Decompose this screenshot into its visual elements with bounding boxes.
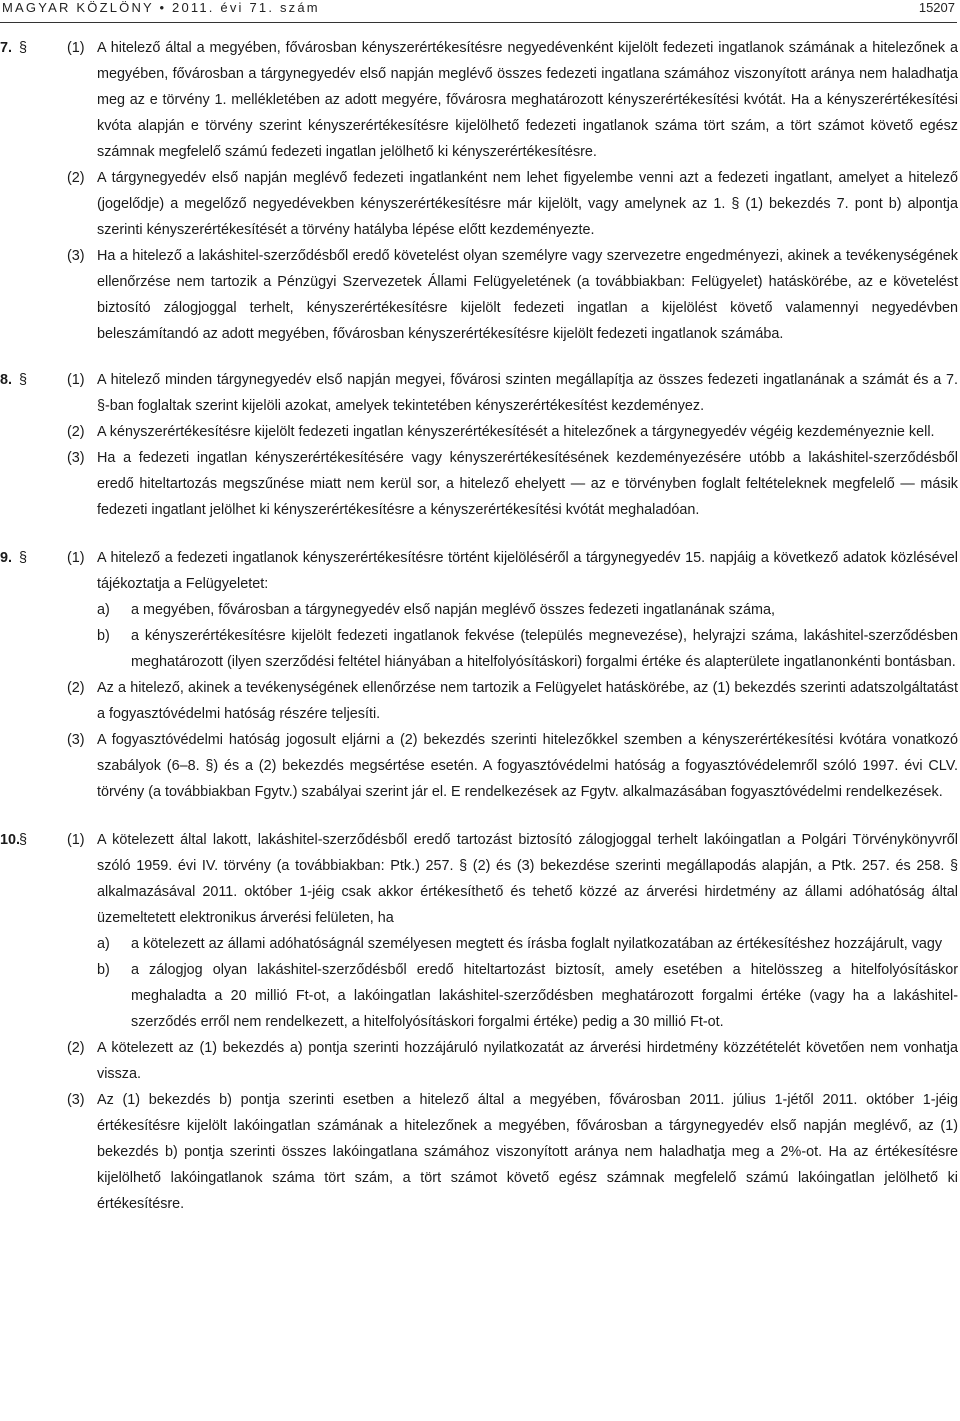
paragraph-number: (1)	[67, 372, 85, 388]
paragraph-text: A fogyasztóvédelmi hatóság jogosult eljárni a (2) bekezdés szerinti hitelezőkkel szemben a kényszerértékesítési kvótára vonatkozó szabályok (6–8. §) és a (2) bekezdés megsértése esetén. A fogyasztóvédelmi hatóság a fogyasztóvédelemről szóló 1997. évi CLV. törvény (a továbbiakban Fgytv.) szabályai szerint jár el. E rendelkezések az Fgytv. alkalmazásában fogyasztóvédelmi rendelkezések.	[97, 732, 958, 800]
paragraph-number: (2)	[67, 680, 85, 696]
paragraph-number: (2)	[67, 424, 85, 440]
section-s7	[0, 35, 958, 347]
paragraph-text: A hitelező a fedezeti ingatlanok kényszerértékesítésre történt kijelöléséről a tárgynegyedév 15. napjáig a következő adatok közlésével tájékoztatja a Felügyeletet:	[97, 550, 958, 592]
section-symbol: §	[19, 372, 28, 388]
paragraph-text: Ha a hitelező a lakáshitel-szerződésből eredő követelést olyan személyre vagy szervezetre engedményezi, akinek a tevékenységének ellenőrzése nem tartozik a Pénzügyi Szervezetek Állami Felügyeletének (a továbbiakban: Felügyelet) hatáskörébe, az e követelést biztosító zálogjoggal terhelt, kényszerértékesítésre kijelölt fedezeti ingatlan a kijelölést követő valamennyi negyedévben beleszámítandó az adott megyében, fővárosban kényszerértékesítésre kijelölt fedezeti ingatlanok számába.	[97, 248, 958, 342]
section-symbol: §	[19, 40, 28, 56]
paragraph-text: A hitelező minden tárgynegyedév első napján megyei, fővárosi szinten megállapítja az összes fedezeti ingatlanának a számát és a 7. §-ban foglaltak szerint kijelöli azokat, amelyek tekintetében kényszerértékesítést kezdeményez.	[97, 372, 958, 414]
list-item	[97, 957, 958, 1035]
paragraph-text: A kötelezett az (1) bekezdés a) pontja szerinti hozzájáruló nyilatkozatát az árverési hirdetmény közzétételét követően nem vonhatja vissza.	[97, 1040, 958, 1082]
paragraph-number: (2)	[67, 170, 85, 186]
section-s10	[0, 827, 958, 1217]
paragraph-number: (1)	[67, 550, 85, 566]
section-s9	[0, 545, 958, 805]
section-symbol: §	[19, 832, 28, 848]
paragraph-number: (3)	[67, 732, 85, 748]
paragraph	[0, 367, 958, 419]
paragraph	[0, 675, 958, 727]
paragraph-number: (1)	[67, 832, 85, 848]
paragraph-text: Az (1) bekezdés b) pontja szerinti esetben a hitelező által a megyében, fővárosban 2011. július 1-jétől 2011. október 1-jéig értékesítésre kijelölt lakóingatlan számának a hitelezőnek a megyében, fővárosban a tárgynegyedév első napján meglévő, az (1) bekezdés b) pontja szerinti összes lakóingatlana számához viszonyított aránya nem haladhatja meg a 2%-ot. Ha az értékesítésre kijelölhető lakóingatlanok száma tört szám, a tört számot követő egész számnak megfelelő számú lakóingatlan jelölhető ki értékesítésre.	[97, 1092, 958, 1212]
paragraph	[0, 243, 958, 347]
section-symbol: §	[19, 550, 28, 566]
document-body	[0, 35, 958, 1217]
section-number: 7.	[0, 40, 13, 56]
paragraph	[0, 1087, 958, 1217]
paragraph	[0, 1035, 958, 1087]
paragraph-number: (1)	[67, 40, 85, 56]
section-number: 8.	[0, 372, 13, 388]
paragraph	[0, 545, 958, 675]
paragraph	[0, 419, 958, 445]
page-number: 15207	[918, 0, 955, 15]
list-item	[97, 597, 958, 623]
section-number: 9.	[0, 550, 13, 566]
paragraph	[0, 827, 958, 1035]
paragraph-text: A kötelezett által lakott, lakáshitel-szerződésből eredő tartozást biztosító zálogjoggal terhelt lakóingatlan a Polgári Törvénykönyvről szóló 1959. évi IV. törvény (a továbbiakban: Ptk.) 257. § (2) és (3) bekezdése szerinti megállapodás alapján, a Ptk. 257. és 258. § alkalmazásával 2011. október 1-jéig csak akkor értékesíthető és tehető közzé az árverési hirdetmény az állami adóhatóság által üzemeltetett elektronikus árverési felületen, ha	[97, 832, 958, 926]
list-item	[97, 931, 958, 957]
list-item-label: a)	[97, 602, 110, 618]
paragraph-number: (3)	[67, 248, 85, 264]
publication-title: MAGYAR KÖZLÖNY • 2011. évi 71. szám	[2, 0, 320, 15]
list-item	[97, 623, 958, 675]
list-item-text: a kényszerértékesítésre kijelölt fedezeti ingatlanok fekvése (település megnevezése), helyrajzi száma, lakáshitel-szerződésben meghatározott (ilyen szerződési feltétel hiányában a hitelfolyósításkori) forgalmi értéke és alapterülete ingatlanonkénti bontásban.	[131, 628, 958, 670]
paragraph-text: Az a hitelező, akinek a tevékenységének ellenőrzése nem tartozik a Felügyelet hatáskörébe, az (1) bekezdés szerinti adatszolgáltatást a fogyasztóvédelmi hatóság részére teljesíti.	[97, 680, 958, 722]
list-item-text: a megyében, fővárosban a tárgynegyedév első napján meglévő összes fedezeti ingatlanának száma,	[131, 602, 775, 618]
paragraph-text: A hitelező által a megyében, fővárosban kényszerértékesítésre negyedévenként kijelölt fedezeti ingatlanok számának a hitelezőnek a megyében, fővárosban a tárgynegyedév első napján meglévő összes fedezeti ingatlana számához viszonyított aránya nem haladhatja meg az e törvény 1. mellékletében az adott megyére, fővárosra meghatározott kényszerértékesítési kvótát. Ha a kényszerértékesítési kvóta alapján e törvény szerint kényszerértékesítésre kijelölhető fedezeti ingatlanok száma tört szám, a tört számot követő egész számnak megfelelő számú fedezeti ingatlan jelölhető ki kényszerértékesítésre.	[97, 40, 958, 160]
paragraph-number: (3)	[67, 1092, 85, 1108]
section-number: 10.	[0, 832, 21, 848]
paragraph	[0, 727, 958, 805]
section-s8	[0, 367, 958, 523]
paragraph-text: Ha a fedezeti ingatlan kényszerértékesítésére vagy kényszerértékesítésének kezdeményezésére utóbb a lakáshitel-szerződésből eredő hiteltartozás megszűnése miatt nem kerül sor, a hitelező ehelyett — az e törvényben foglalt feltételeknek megfelelő — másik fedezeti ingatlant jelölhet ki kényszerértékesítésre a kényszerértékesítési kvótát meghaladóan.	[97, 450, 958, 518]
paragraph	[0, 165, 958, 243]
list-item-text: a zálogjog olyan lakáshitel-szerződésből eredő hiteltartozást biztosít, amely esetében a hitelösszeg a hitelfolyósításkor meghaladta a 20 millió Ft-ot, a lakóingatlan lakáshitel-szerződésben meghatározott forgalmi értéke (vagy ha a lakáshitel-szerződés erről nem rendelkezett, a hitelfolyósításkori forgalmi értéke) pedig a 30 millió Ft-ot.	[131, 962, 958, 1030]
paragraph-text: A kényszerértékesítésre kijelölt fedezeti ingatlan kényszerértékesítését a hitelezőnek a tárgynegyedév végéig kezdeményeznie kell.	[97, 424, 935, 440]
list-item-label: b)	[97, 628, 110, 644]
page-header	[0, 0, 957, 23]
paragraph-number: (3)	[67, 450, 85, 466]
paragraph	[0, 445, 958, 523]
list-item-label: b)	[97, 962, 110, 978]
paragraph-number: (2)	[67, 1040, 85, 1056]
list-item-label: a)	[97, 936, 110, 952]
paragraph	[0, 35, 958, 165]
paragraph-text: A tárgynegyedév első napján meglévő fedezeti ingatlanként nem lehet figyelembe venni azt a fedezeti ingatlant, amelyet a hitelező (jogelődje) a megelőző negyedévekben kényszerértékesítésre már kijelölt, vagy amelynek az 1. § (1) bekezdés 7. pont b) alpontja szerinti kényszerértékesítését a törvény hatályba lépése előtt kezdeményezte.	[97, 170, 958, 238]
list-item-text: a kötelezett az állami adóhatóságnál személyesen megtett és írásba foglalt nyilatkozatában az értékesítéshez hozzájárult, vagy	[131, 936, 943, 952]
